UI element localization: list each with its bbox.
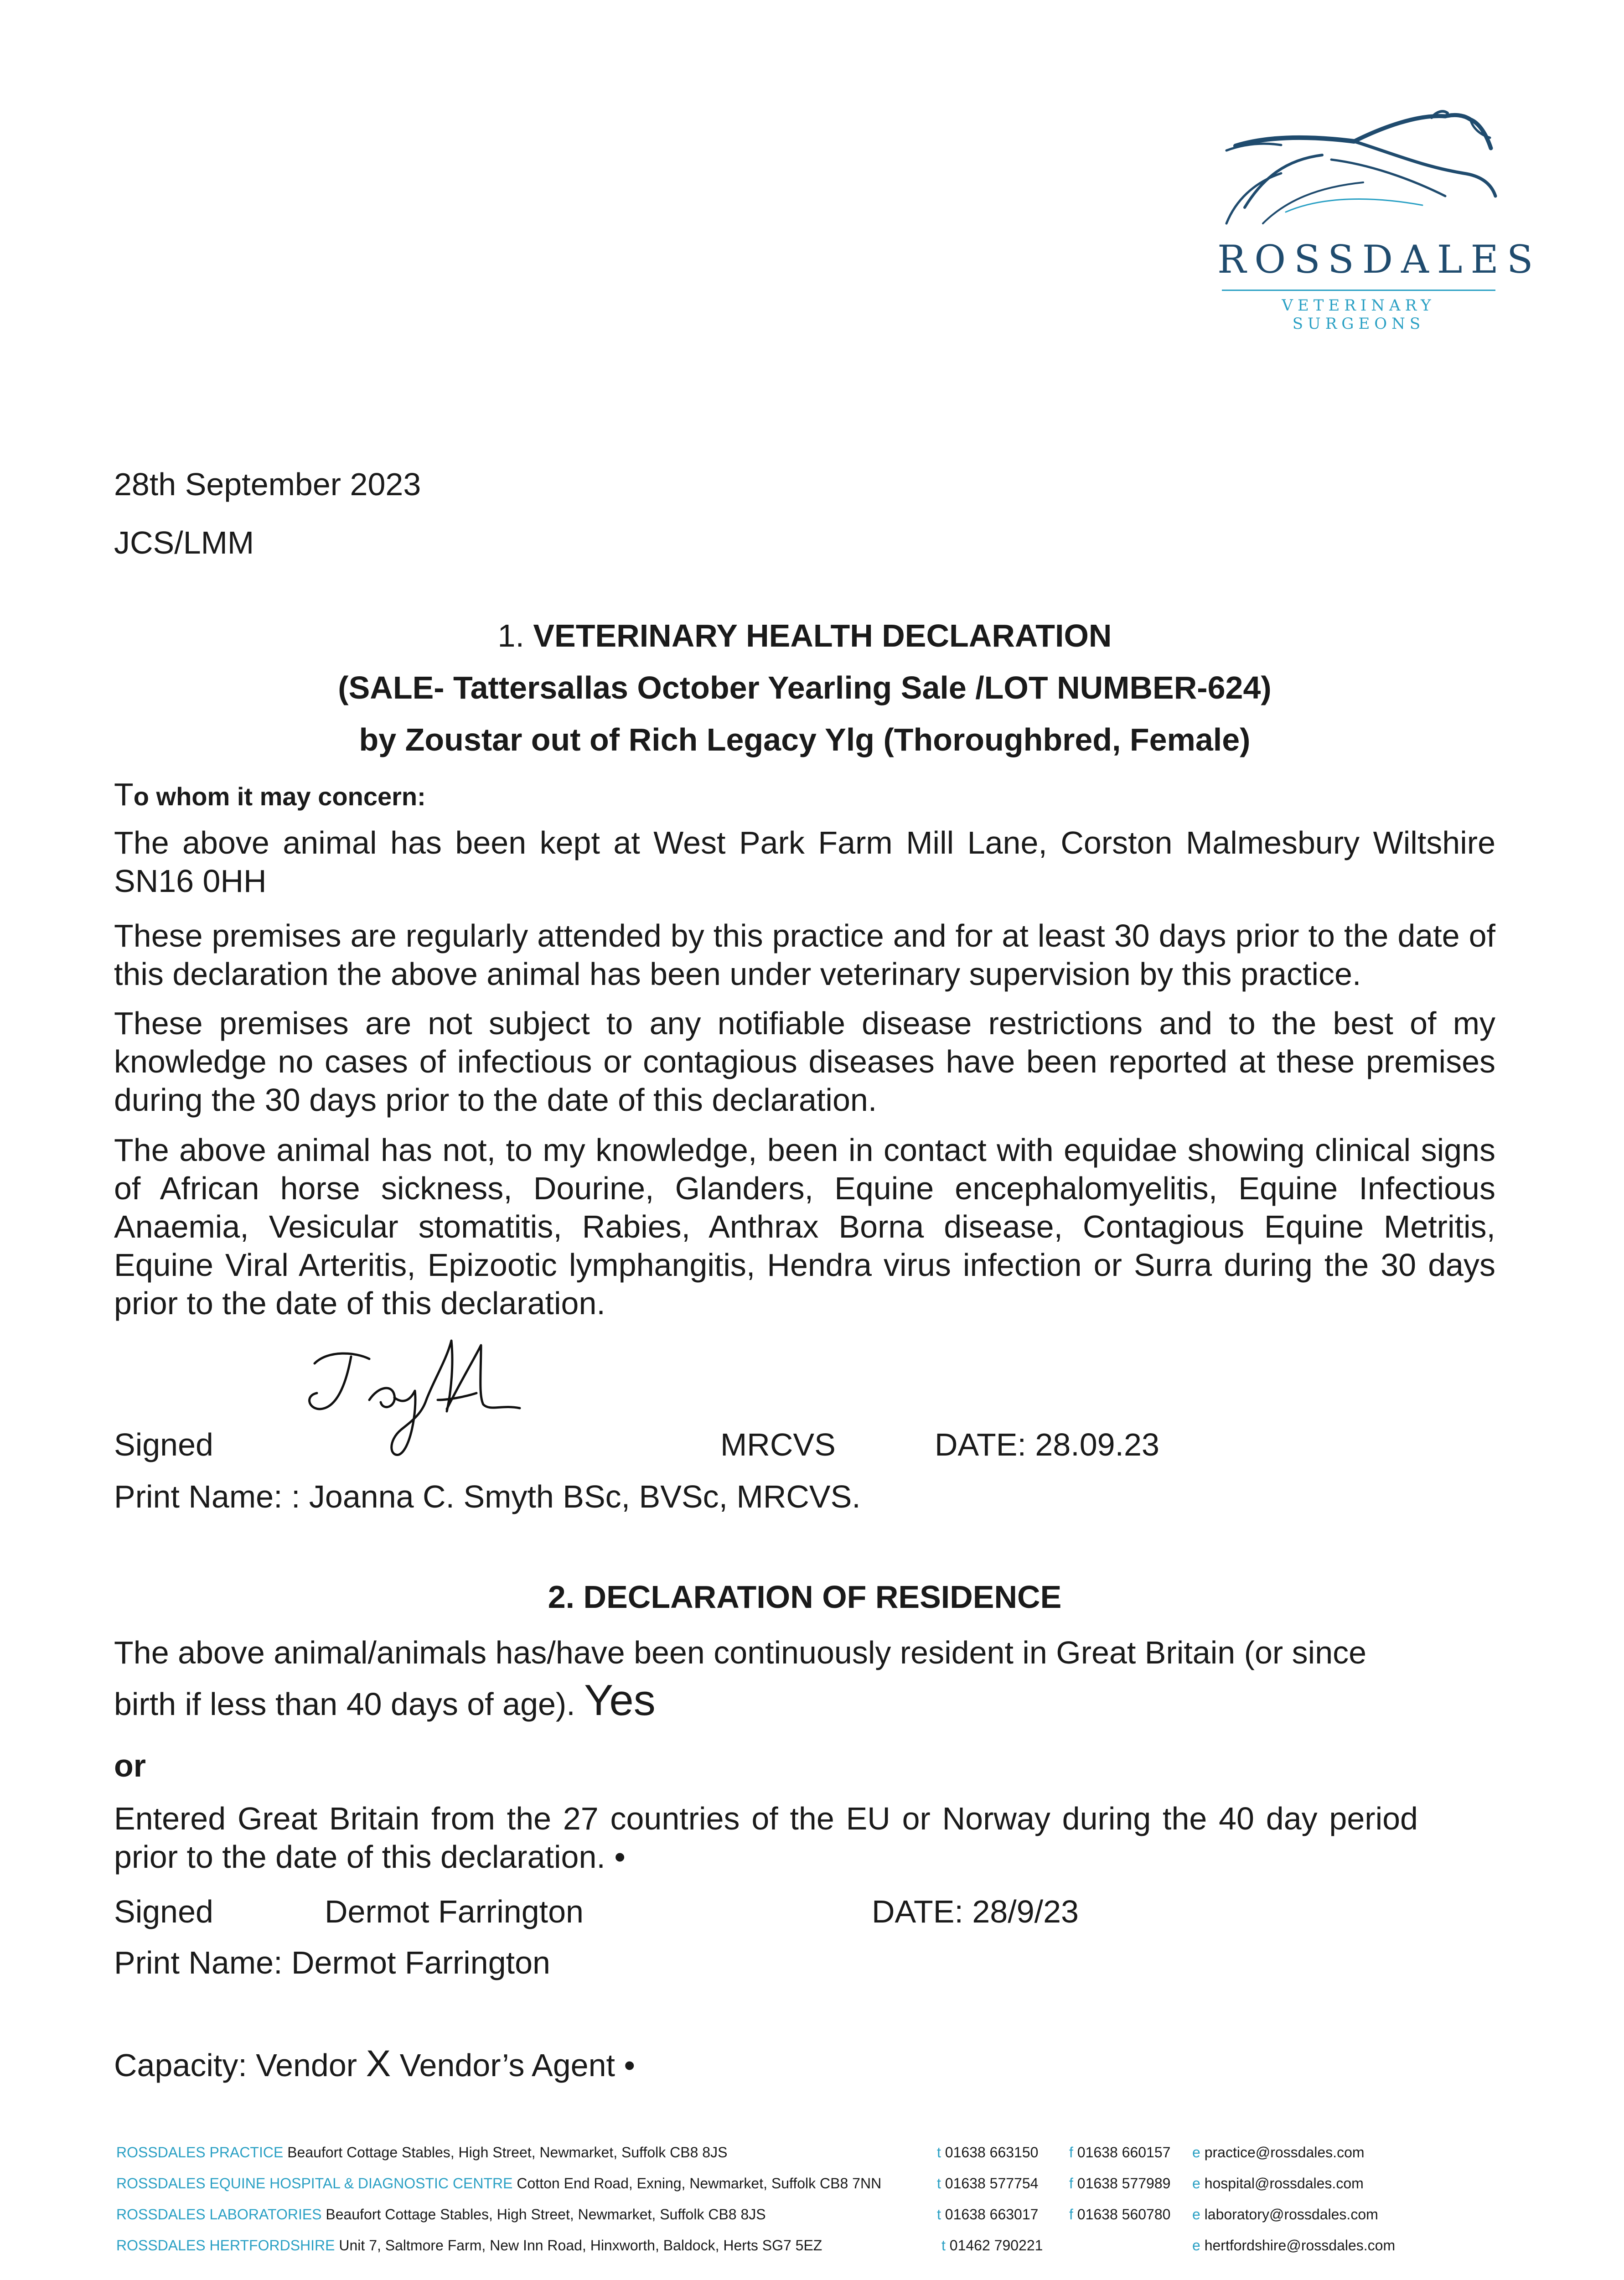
footer-email: e hertfordshire@rossdales.com	[1192, 2237, 1396, 2254]
footer-org: ROSSDALES EQUINE HOSPITAL & DIAGNOSTIC CENTRE	[116, 2175, 513, 2192]
footer-org-address	[116, 2236, 822, 2254]
brand-name: ROSSDALES	[1217, 237, 1541, 282]
footer-fax: f 01638 577989	[1069, 2175, 1171, 2192]
capacity-vendor-mark: X	[366, 2043, 391, 2084]
vendor-print-name: Print Name: Dermot Farrington	[114, 1945, 550, 1980]
footer-org: ROSSDALES LABORATORIES	[116, 2206, 322, 2223]
capacity-agent-label: Vendor’s Agent	[399, 2047, 615, 2083]
signed-label-vendor: Signed	[114, 1894, 213, 1929]
footer-row	[116, 2174, 1530, 2205]
or-label: or	[114, 1748, 146, 1783]
section1-heading-number: 1.	[497, 618, 533, 653]
footer-org: ROSSDALES HERTFORDSHIRE	[116, 2237, 335, 2254]
footer-email: e hospital@rossdales.com	[1192, 2175, 1364, 2192]
salutation	[114, 776, 426, 815]
salutation-initial: T	[114, 777, 134, 812]
footer-address: Cotton End Road, Exning, Newmarket, Suffolk CB8 7NN	[517, 2175, 882, 2192]
footer-address: Beaufort Cottage Stables, High Street, Newmarket, Suffolk CB8 8JS	[287, 2144, 728, 2161]
footer-phone: t 01638 663150	[937, 2144, 1039, 2161]
footer-row	[116, 2143, 1530, 2174]
capacity-line	[114, 2045, 635, 2084]
residence-answer-yes: Yes	[584, 1676, 656, 1725]
footer-phone: t 01638 577754	[937, 2175, 1039, 2192]
section1-heading-text: VETERINARY HEALTH DECLARATION	[533, 618, 1112, 653]
footer-email: e laboratory@rossdales.com	[1192, 2206, 1378, 2223]
footer-org-address	[116, 2174, 881, 2192]
footer-org-address	[116, 2205, 766, 2223]
footer-org: ROSSDALES PRACTICE	[116, 2144, 284, 2161]
footer-phone: t 01462 790221	[941, 2237, 1043, 2254]
residence-paragraph-line1: The above animal/animals has/have been continuously resident in Great Britain (or since	[114, 1635, 1367, 1670]
footer-row	[116, 2236, 1530, 2267]
paragraph-no-restrictions: These premises are not subject to any notifiable disease restrictions and to the best of my knowledge no cases of infectious or contagious diseases have been reported at these premises during the 30 days prior to the date of this declaration.	[114, 1005, 1495, 1118]
section1-subheading-horse: by Zoustar out of Rich Legacy Ylg (Thoroughbred, Female)	[359, 722, 1251, 757]
section1-subheading-sale: (SALE- Tattersallas October Yearling Sale /LOT NUMBER-624)	[338, 670, 1272, 705]
paragraph-supervision: These premises are regularly attended by this practice and for at least 30 days prior to the date of this declaration the above animal has been under veterinary supervision by this practice.	[114, 918, 1495, 992]
footer-fax: f 01638 560780	[1069, 2206, 1171, 2223]
signed-label-vet: Signed	[114, 1427, 213, 1462]
entered-bullet-mark: •	[614, 1839, 626, 1875]
section2-heading: 2. DECLARATION OF RESIDENCE	[548, 1579, 1062, 1615]
letter-reference: JCS/LMM	[114, 525, 254, 560]
rossdales-logo	[1217, 109, 1541, 333]
capacity-agent-mark: •	[624, 2047, 635, 2083]
brand-divider	[1222, 290, 1495, 291]
footer-address: Beaufort Cottage Stables, High Street, Newmarket, Suffolk CB8 8JS	[326, 2206, 766, 2223]
mrcvs-label: MRCVS	[720, 1427, 836, 1462]
footer-email: e practice@rossdales.com	[1192, 2144, 1365, 2161]
residence-paragraph-text: birth if less than 40 days of age).	[114, 1686, 575, 1722]
galloping-horse-icon	[1217, 109, 1500, 228]
footer-row	[116, 2205, 1530, 2236]
section1-heading	[114, 617, 1495, 655]
footer-address: Unit 7, Saltmore Farm, New Inn Road, Hinxworth, Baldock, Herts SG7 5EZ	[339, 2237, 822, 2254]
entered-paragraph-text: Entered Great Britain from the 27 countries of the EU or Norway during the 40 day period prior to the date of this declaration.	[114, 1801, 1418, 1875]
vet-signature	[301, 1332, 529, 1464]
salutation-text: o whom it may concern:	[133, 782, 426, 811]
footer-fax: f 01638 660157	[1069, 2144, 1171, 2161]
footer-contacts	[116, 2143, 1530, 2267]
capacity-vendor-label: Capacity: Vendor	[114, 2047, 357, 2083]
footer-org-address	[116, 2143, 727, 2161]
footer-phone: t 01638 663017	[937, 2206, 1039, 2223]
letter-date: 28th September 2023	[114, 466, 421, 502]
vet-print-name: Print Name: : Joanna C. Smyth BSc, BVSc, MRCVS.	[114, 1479, 861, 1514]
residence-paragraph-line2	[114, 1675, 656, 1729]
vendor-signature-name: Dermot Farrington	[325, 1894, 584, 1929]
brand-subtitle: VETERINARY SURGEONS	[1282, 296, 1436, 333]
vet-date: DATE: 28.09.23	[935, 1427, 1159, 1462]
paragraph-premises-address: The above animal has been kept at West Park Farm Mill Lane, Corston Malmesbury Wiltshire SN16 0HH	[114, 825, 1495, 899]
vendor-date: DATE: 28/9/23	[872, 1894, 1079, 1929]
residence-entered-paragraph	[114, 1799, 1418, 1876]
paragraph-no-contact: The above animal has not, to my knowledge, been in contact with equidae showing clinical signs of African horse sickness, Dourine, Glanders, Equine encephalomyelitis, Equine Infectious Anaemia, Vesicular stomatitis, Rabies, Anthrax Borna disease, Contagious Equine Metritis, Equine Viral Arteritis, Epizootic lymphangitis, Hendra virus infection or Surra during the 30 days prior to the date of this declaration.	[114, 1132, 1495, 1321]
